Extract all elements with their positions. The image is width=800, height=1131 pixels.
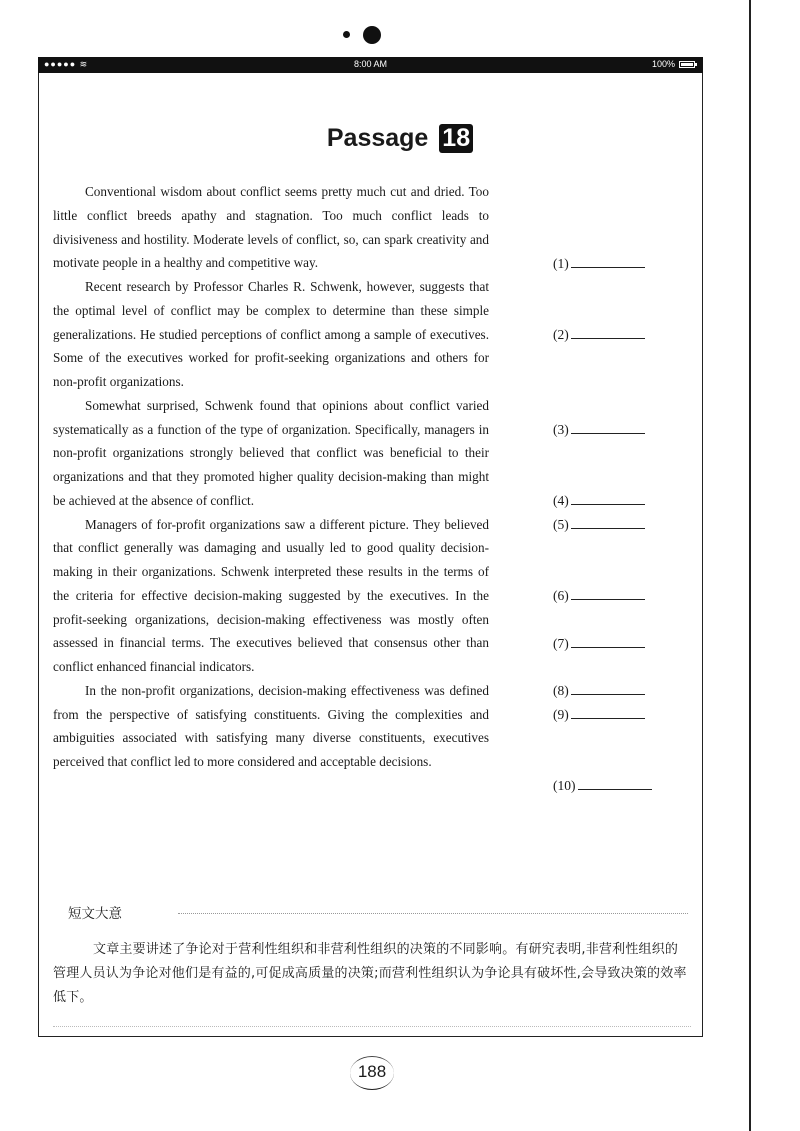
answer-blank-4[interactable] — [553, 493, 645, 509]
summary-bottom-divider — [53, 1026, 691, 1027]
paragraph: Managers of for-profit organizations saw a different picture. They believed that conflict generally was damaging and usually led to good quality decision-making in their organizations. Schwenk interpreted these results in the terms of the criteria for effective decision-making suggested by the executives. In the profit-seeking organizations, decision-making effectiveness was mostly often assessed in financial terms. The executives believed that consensus other than conflict enhanced financial indicators. — [53, 516, 489, 674]
status-time: 8:00 AM — [353, 59, 388, 69]
battery-icon — [679, 61, 695, 68]
page-title — [0, 124, 800, 153]
blank-line[interactable] — [571, 683, 645, 695]
answer-blank-1[interactable] — [553, 256, 645, 272]
page-number: 188 — [344, 1050, 400, 1094]
answer-blank-3[interactable] — [553, 422, 645, 438]
battery-percent: 100% — [651, 59, 675, 69]
battery-indicator — [652, 59, 695, 69]
blank-label: (9) — [553, 707, 569, 722]
answer-blank-10[interactable] — [553, 778, 652, 794]
signal-icon: ●●●●● ≋ — [44, 59, 89, 69]
answer-blank-9[interactable] — [553, 707, 645, 723]
blank-label: (1) — [553, 256, 569, 271]
title-word: Passage — [326, 124, 429, 152]
answer-blank-8[interactable] — [553, 683, 645, 699]
passage-number-badge: 18 — [439, 124, 473, 153]
paragraph: Somewhat surprised, Schwenk found that opinions about conflict varied systematically as a function of the type of organization. Specifically, managers in non-profit organizations strongly believed that conflict was beneficial to their organizations and that they promoted higher quality decision-making than might be achieved at the absence of conflict. — [53, 397, 489, 508]
blank-label: (5) — [553, 517, 569, 532]
blank-label: (6) — [553, 588, 569, 603]
paragraph: Recent research by Professor Charles R. Schwenk, however, suggests that the optimal level of conflict may be complex to determine than these simple generalizations. He studied perceptions of conflict among a sample of executives. Some of the executives worked for profit-seeking organizations and others for non-profit organizations. — [53, 279, 489, 389]
camera-lens-icon — [363, 26, 381, 44]
blank-line[interactable] — [571, 517, 645, 529]
paragraph: Conventional wisdom about conflict seems pretty much cut and dried. Too little conflict breeds apathy and stagnation. Too much conflict leads to divisiveness and hostility. Moderate levels of conflict, so, can spark creativity and motivate people in a healthy and competitive way. — [53, 184, 489, 271]
summary-divider — [178, 913, 688, 914]
summary-label: 短文大意 — [68, 906, 122, 922]
blank-line[interactable] — [571, 422, 645, 434]
page-edge-line — [749, 0, 751, 1131]
answer-blank-5[interactable] — [553, 517, 645, 533]
status-bar — [38, 57, 703, 73]
blank-label: (7) — [553, 636, 569, 651]
blank-line[interactable] — [571, 636, 645, 648]
answer-blank-7[interactable] — [553, 636, 645, 652]
summary-text: 文章主要讲述了争论对于营利性组织和非营利性组织的决策的不同影响。有研究表明,非营利性组织的管理人员认为争论对他们是有益的,可促成高质量的决策;而营利性组织认为争论具有破坏性,会导致决策的效率低下。 — [53, 942, 687, 1005]
camera-sensor-icon — [343, 31, 350, 38]
summary-box — [53, 902, 691, 1010]
blank-line[interactable] — [578, 778, 652, 790]
blank-line[interactable] — [571, 588, 645, 600]
answer-blank-2[interactable] — [553, 327, 645, 343]
blank-line[interactable] — [571, 327, 645, 339]
blank-line[interactable] — [571, 707, 645, 719]
blank-label: (10) — [553, 778, 576, 793]
blank-label: (8) — [553, 683, 569, 698]
blank-label: (2) — [553, 327, 569, 342]
blank-label: (3) — [553, 422, 569, 437]
passage-text — [53, 180, 489, 774]
blank-line[interactable] — [571, 256, 645, 268]
blank-label: (4) — [553, 493, 569, 508]
answer-blank-6[interactable] — [553, 588, 645, 604]
paragraph: In the non-profit organizations, decision-making effectiveness was defined from the perspective of satisfying constituents. Giving the complexities and ambiguities associated with satisfying many diverse constituents, executives perceived that conflict led to more considered and acceptable decisions. — [53, 682, 489, 769]
blank-line[interactable] — [571, 493, 645, 505]
